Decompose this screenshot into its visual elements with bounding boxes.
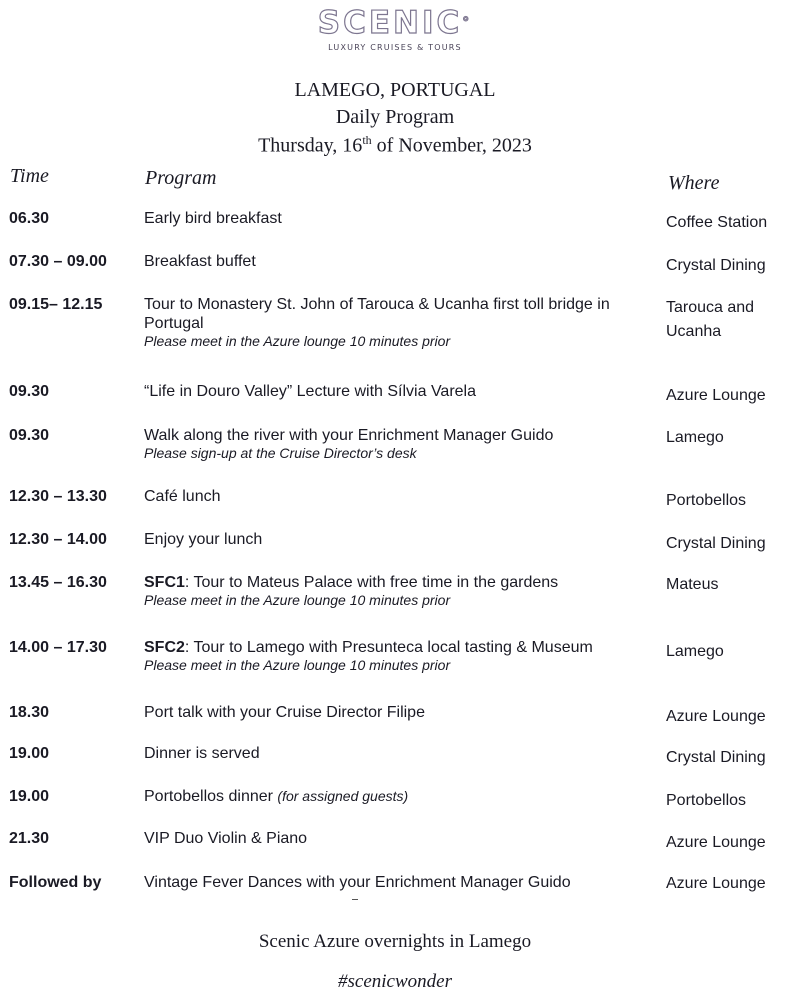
row-program: Tour to Monastery St. John of Tarouca & Ucanha first toll bridge in Portugal Please meet in the Azure lounge 10 minutes prior [144,295,614,350]
row-time: 13.45 – 16.30 [9,574,107,591]
row-where: Crystal Dining [666,749,766,766]
row-program: Portobellos dinner (for assigned guests) [144,788,409,805]
location-title: LAMEGO, PORTUGAL [294,79,496,101]
row-time: 12.30 – 14.00 [9,531,107,548]
row-time: 21.30 [9,830,50,847]
row-note: Please meet in the Azure lounge 10 minutes prior [144,592,451,608]
row-program: Vintage Fever Dances with your Enrichment Manager Guido [144,874,571,891]
row-where: Crystal Dining [666,535,766,552]
separator-dash [352,899,358,900]
overnight-note: Scenic Azure overnights in Lamego [258,931,532,952]
row-time: 09.15– 12.15 [9,296,103,313]
program-date: Thursday, 16th of November, 2023 [258,133,532,157]
row-qualifier: (for assigned guests) [277,788,409,804]
row-where: Lamego [666,429,724,446]
row-where: Tarouca and Ucanha [666,299,755,340]
row-program: SFC2: Tour to Lamego with Presunteca local tasting & Museum Please meet in the Azure lounge 10 minutes prior [144,638,644,674]
row-time: 18.30 [9,704,50,721]
column-header-where: Where [668,172,720,194]
row-where: Azure Lounge [666,387,766,404]
row-where: Coffee Station [666,214,768,231]
row-note: Please sign-up at the Cruise Director’s desk [144,445,417,461]
excursion-code: SFC2 [144,639,185,656]
row-time: 14.00 – 17.30 [9,639,107,656]
row-where: Azure Lounge [666,834,766,851]
row-program: Dinner is served [144,745,260,762]
row-note: Please meet in the Azure lounge 10 minutes prior [144,333,451,349]
row-where: Crystal Dining [666,257,766,274]
row-time: 19.00 [9,745,50,762]
logo-tagline: LUXURY CRUISES & TOURS [328,43,462,52]
row-program: Port talk with your Cruise Director Filipe [144,704,425,721]
row-program: VIP Duo Violin & Piano [144,830,308,847]
row-where: Portobellos [666,792,747,809]
row-time: 12.30 – 13.30 [9,488,107,505]
row-program: Enjoy your lunch [144,531,263,548]
row-program: “Life in Douro Valley” Lecture with Sílvia Varela [144,383,476,400]
row-time: 06.30 [9,210,50,227]
row-time: 09.30 [9,427,50,444]
row-program: SFC1: Tour to Mateus Palace with free time in the gardens Please meet in the Azure lounge 10 minutes prior [144,573,644,609]
excursion-code: SFC1 [144,574,185,591]
scenic-logo [0,6,790,54]
column-header-time: Time [10,165,49,187]
row-note: Please meet in the Azure lounge 10 minutes prior [144,657,451,673]
column-header-program: Program [145,167,217,189]
row-time: 07.30 – 09.00 [9,253,107,270]
row-where: Mateus [666,576,719,593]
row-where: Azure Lounge [666,708,766,725]
row-time: Followed by [9,874,102,891]
row-program: Café lunch [144,488,221,505]
row-where: Portobellos [666,492,747,509]
program-subtitle: Daily Program [335,106,455,128]
row-program: Breakfast buffet [144,253,256,270]
hashtag: #scenicwonder [338,971,452,992]
row-time: 19.00 [9,788,50,805]
logo-wordmark: SCENIC° [317,5,473,41]
row-program: Walk along the river with your Enrichment Manager Guido Please sign-up at the Cruise Director’s desk [144,426,644,462]
row-where: Azure Lounge [666,875,766,892]
row-time: 09.30 [9,383,50,400]
row-program: Early bird breakfast [144,210,282,227]
row-where: Lamego [666,643,724,660]
